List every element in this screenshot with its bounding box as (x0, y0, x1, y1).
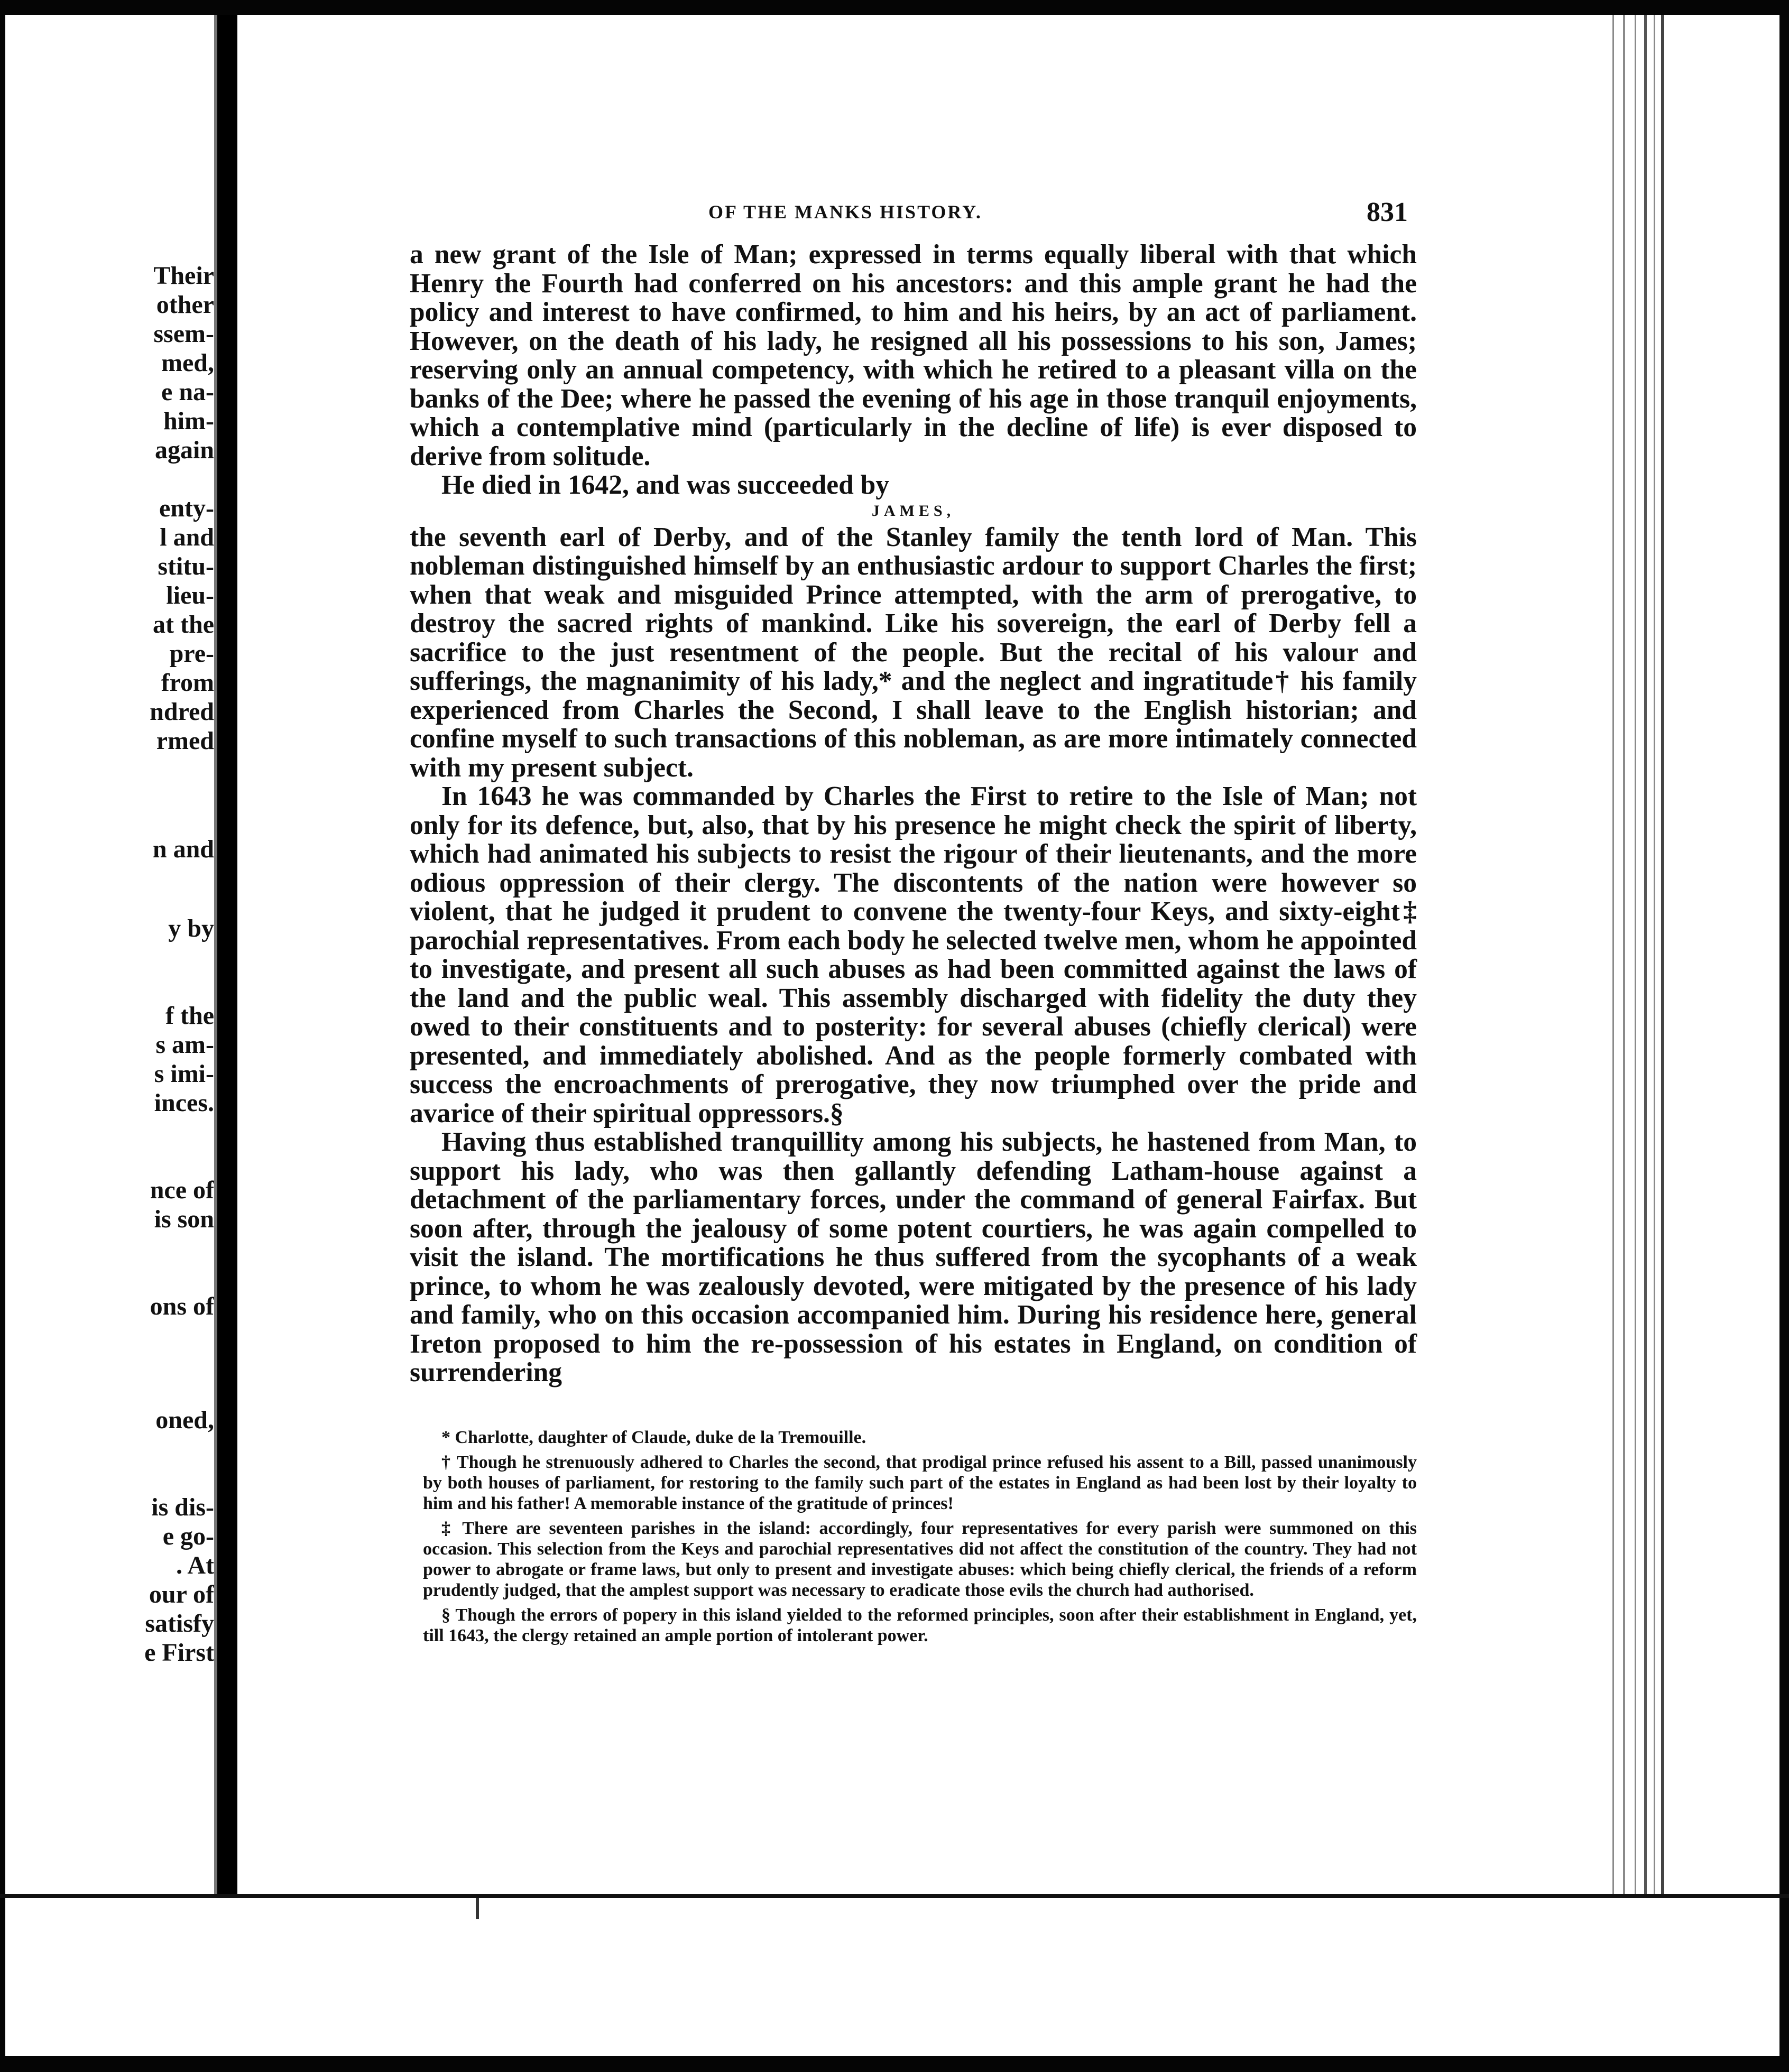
paragraph: In 1643 he was commanded by Charles the First to retire to the Isle of Man; not only for its defence, but, also, that by his presence he might check the spirit of liberty, which had animated his subjects to resist the rigour of their lieutenants, and the more odious oppression of their clergy. The discontents of the nation were however so violent, that he judged it prudent to convene the twenty-four Keys, and sixty-eight‡ parochial representatives. From each body he selected twelve men, whom he appointed to investigate, and present all such abuses as had been committed against the laws of the land and the public weal. This assembly discharged with fidelity the duty they owed to their constituents and to posterity: for several abuses (chiefly clerical) were presented, and immediately abolished. And as the people formerly combated with success the encroachments of prerogative, they now triumphed over the pride and avarice of their spiritual oppressors.§ (410, 781, 1417, 1128)
left-fragment: e go- (162, 1522, 214, 1550)
paragraph: a new grant of the Isle of Man; expressed in terms equally liberal with that which Henry the Fourth had conferred on his ancestors: and this ample grant he had the policy and interest to have confirmed, to him and his heirs, by an act of parliament. However, on the death of his lady, he resigned all his possessions to his son, James; reserving only an annual competency, with which he retired to a pleasant villa on the banks of the Dee; where he passed the evening of his age in those tranquil enjoyments, which a contemplative mind (particularly in the decline of life) is ever disposed to derive from solitude. (410, 239, 1417, 471)
bottom-rule (0, 1894, 1789, 1898)
left-fragment: satisfy (145, 1610, 214, 1638)
footnote: † Though he strenuously adhered to Charles the second, that prodigal prince refused his assent to a Bill, passed unanimously by both houses of parliament, for restoring to the family such part of the estates in England as had been lost by their loyalty to him and his father! A memorable instance of the gratitude of princes! (423, 1453, 1417, 1513)
left-fragment: stitu- (158, 552, 214, 580)
body-text (410, 240, 1417, 1388)
left-fragment: f the (165, 1002, 214, 1030)
left-fragment: s am- (155, 1031, 214, 1059)
book-gutter (217, 15, 237, 1897)
left-fragment: lieu- (166, 581, 214, 609)
left-fragment: e na- (161, 378, 214, 406)
running-header: OF THE MANKS HISTORY. (708, 201, 982, 223)
left-fragment: Their (153, 262, 214, 290)
paragraph: the seventh earl of Derby, and of the Stanley family the tenth lord of Man. This nobleman distinguished himself by an enthusiastic ardour to support Charles the first; when that weak and misguided Prince attempted, with the arm of prerogative, to destroy the sacred rights of mankind. Like his sovereign, the earl of Derby fell a sacrifice to the just resentment of the people. But the recital of his valour and sufferings, the magnanimity of his lady,* and the neglect and ingratitude† his family experienced from Charles the Second, I shall leave to the English historian; and confine myself to such transactions of this nobleman, as are more intimately connected with my present subject. (410, 522, 1417, 783)
left-fragment: is dis- (151, 1493, 214, 1521)
section-heading: JAMES, (871, 502, 955, 520)
left-fragment: nce of (150, 1176, 214, 1204)
left-fragment: oned, (155, 1406, 214, 1434)
paragraph: Having thus established tranquillity among his subjects, he hastened from Man, to support his lady, who was then gallantly defending Latham-house against a detachment of the parliamentary forces, under the command of general Fairfax. But soon after, through the jealousy of some potent courtiers, he was again compelled to visit the island. The mortifications he thus suffered from the sycophants of a weak prince, to whom he was zealously devoted, were mitigated by the presence of his lady and family, who on this occasion accompanied him. During his residence here, general Ireton proposed to him the re-possession of his estates in England, on condition of surrendering (410, 1127, 1417, 1388)
bottom-tick (476, 1898, 479, 1919)
left-fragment: again (154, 436, 214, 464)
footnotes (423, 1427, 1417, 1650)
page-edges (1602, 15, 1665, 1894)
page-number: 831 (1367, 197, 1408, 227)
footnote: * Charlotte, daughter of Claude, duke de la Tremouille. (441, 1428, 866, 1447)
left-fragment: our of (149, 1580, 214, 1608)
footnote: § Though the errors of popery in this island yielded to the reformed principles, soon after their establishment in England, yet, till 1643, the clergy retained an ample portion of intolerant power. (423, 1605, 1417, 1645)
scan-border-left (0, 0, 5, 2072)
left-fragment: l and (160, 523, 214, 551)
left-fragment: pre- (169, 640, 214, 668)
left-fragment: y by (168, 914, 214, 942)
footnote: ‡ There are seventeen parishes in the island: accordingly, four representatives for every parish were summoned on this occasion. This selection from the Keys and parochial representatives did not affect the constitution of the country. They had not power to abrogate or frame laws, but only to present and investigate abuses: which being chiefly clerical, the friends of a reform prudently judged, that the amplest support was necessary to eradicate those evils the church had authorised. (423, 1519, 1417, 1600)
left-fragment: ons of (150, 1292, 214, 1320)
left-page (5, 15, 219, 1894)
left-fragment: at the (153, 610, 214, 639)
left-fragment: enty- (159, 494, 214, 522)
left-fragment: s imi- (154, 1060, 214, 1088)
scan-border-right (1779, 0, 1789, 2072)
left-fragment: him- (163, 407, 214, 435)
left-fragment: ssem- (153, 320, 214, 348)
left-fragment: e First (144, 1639, 214, 1667)
left-fragment: rmed (156, 727, 214, 755)
left-fragment: from (161, 669, 214, 697)
scan-border-top (0, 0, 1789, 15)
left-fragment: inces. (154, 1089, 214, 1117)
left-fragment: other (156, 291, 214, 319)
scan-border-bottom (0, 2056, 1789, 2072)
left-fragment: n and (152, 835, 214, 863)
left-fragment: is son (154, 1205, 214, 1233)
left-fragment: med, (161, 349, 214, 377)
paragraph: He died in 1642, and was succeeded by (441, 470, 889, 500)
left-fragment: . At (176, 1551, 214, 1579)
left-fragment: ndred (150, 698, 214, 726)
